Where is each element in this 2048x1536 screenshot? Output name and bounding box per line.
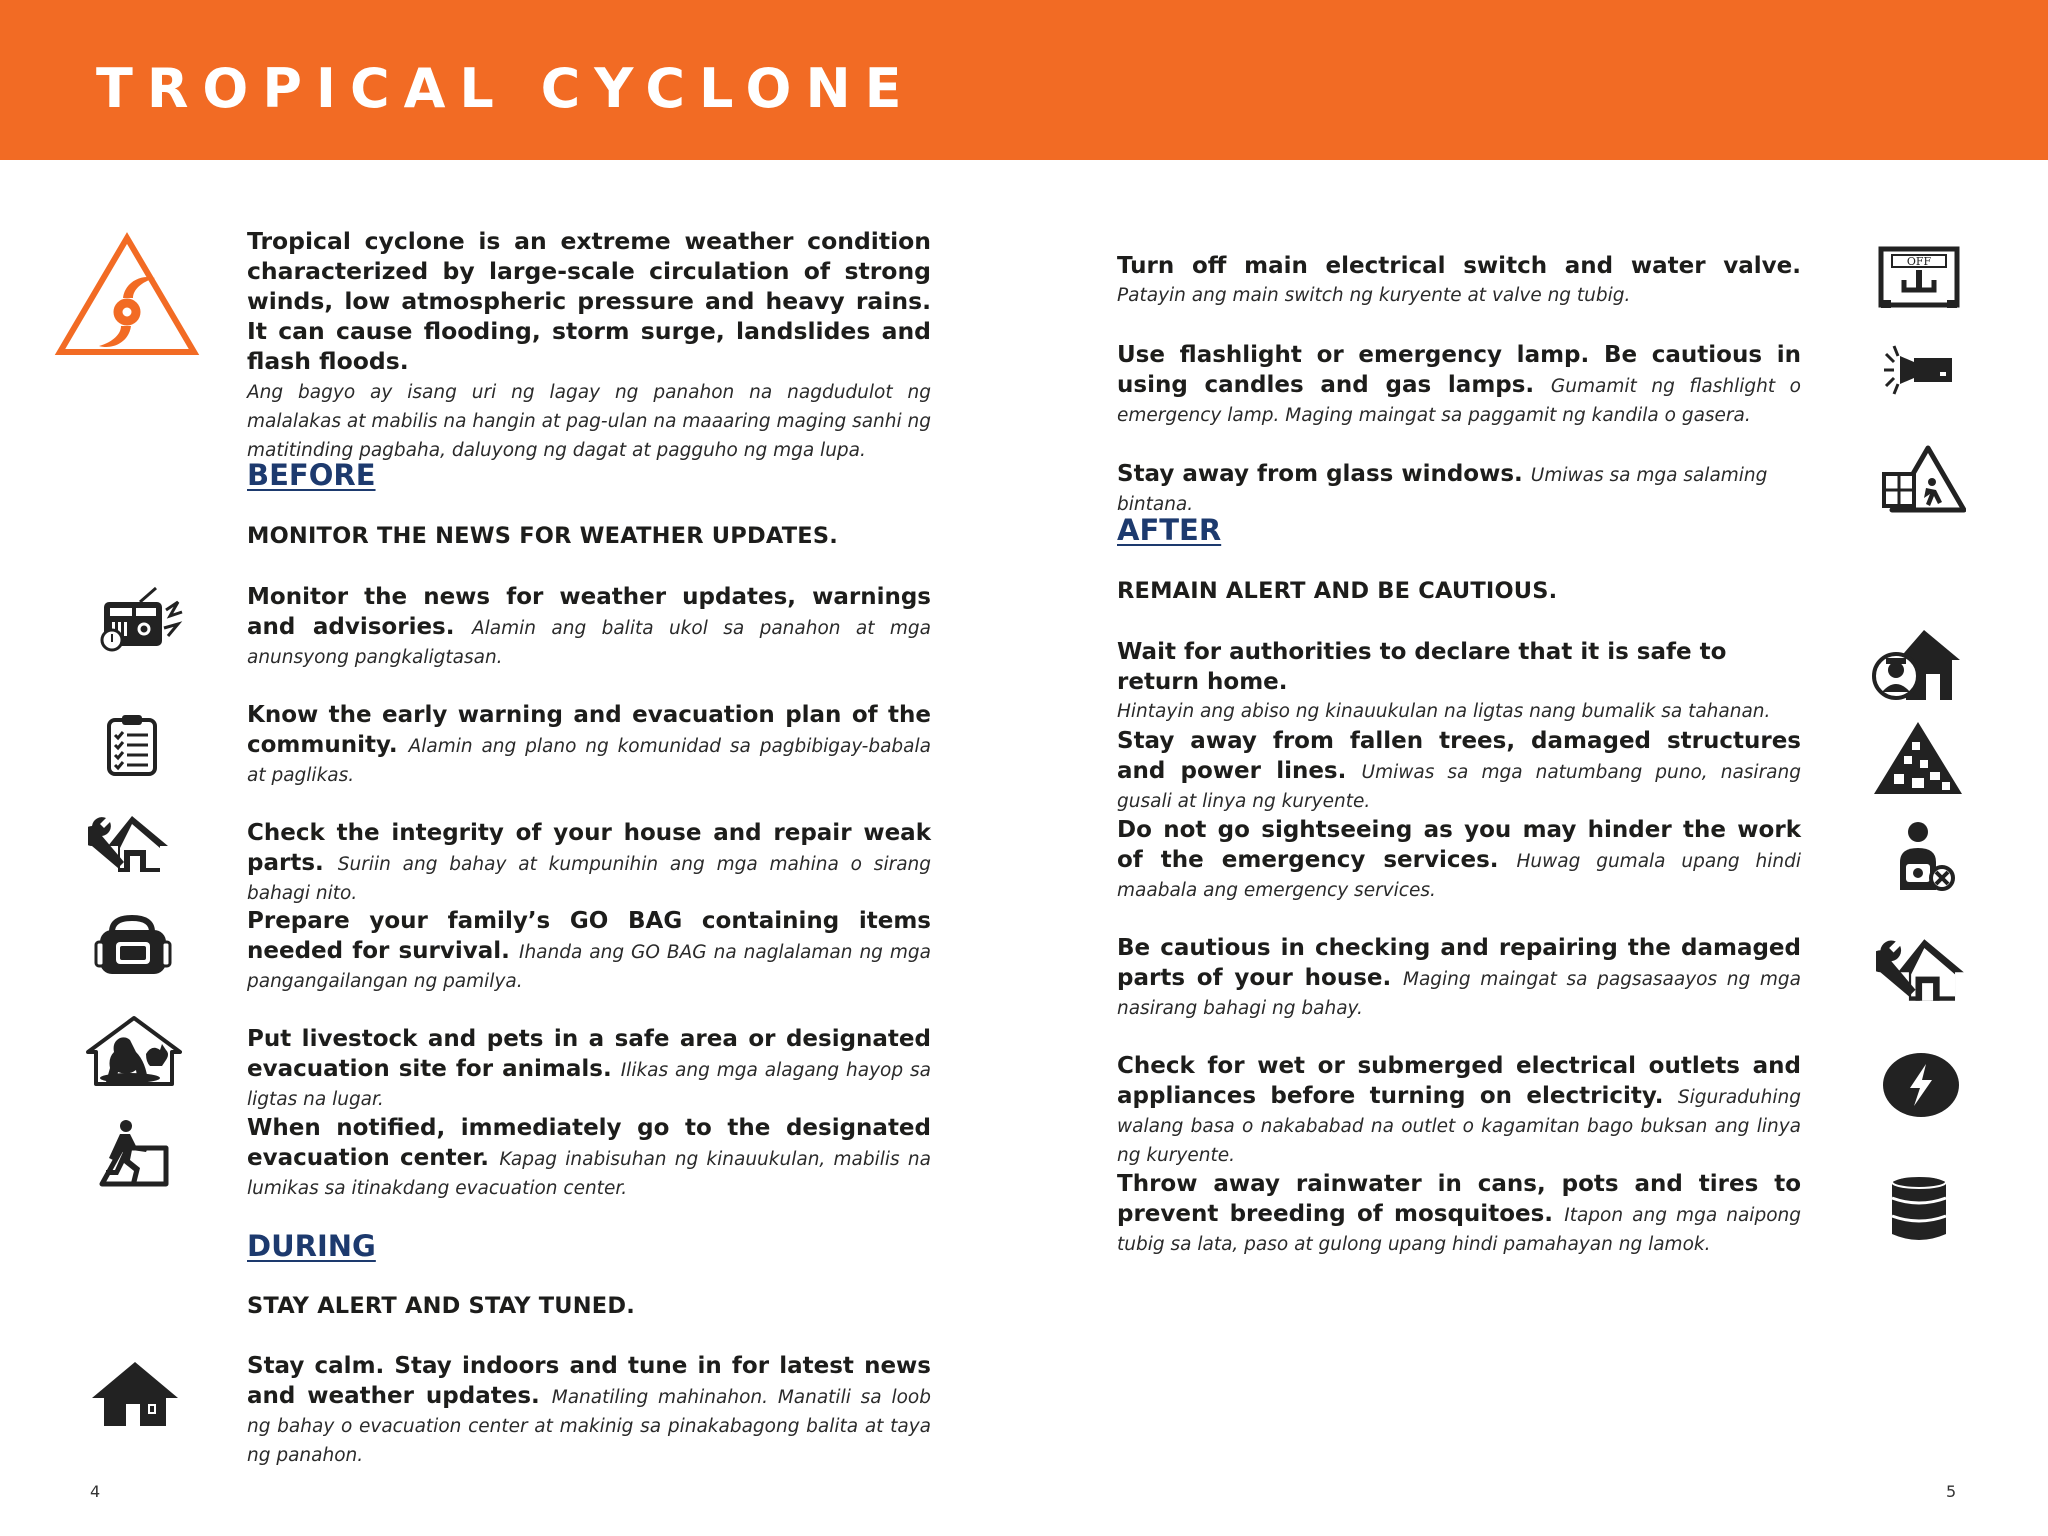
list-item: [1117, 933, 1801, 1023]
authority-home-icon: [1872, 626, 1962, 704]
item-translation: Itapon ang mga naipong tubig sa lata, paso at gulong upang hindi pamahayan ng lamok.: [1117, 1205, 1801, 1255]
item-title: Stay calm. Stay indoors and tune in for latest news and weather updates.: [247, 1353, 931, 1409]
checklist-icon: [104, 712, 160, 776]
item-translation: Huwag gumala upang hindi maabala ang emergency services.: [1117, 851, 1801, 901]
item-title: Check the integrity of your house and repair weak parts.: [247, 820, 931, 876]
electricity-icon: [1880, 1050, 1962, 1120]
item-title: Stay away from fallen trees, damaged structures and power lines.: [1117, 728, 1801, 784]
item-title: Monitor the news for weather updates, warnings and advisories.: [247, 584, 931, 640]
item-translation: Suriin ang bahay at kumpunihin ang mga mahina o sirang bahagi nito.: [247, 854, 931, 904]
item-title: Prepare your family’s GO BAG containing items needed for survival.: [247, 908, 931, 964]
item-translation: Siguraduhing walang basa o nakababad na outlet o kagamitan bago buksan ang linya ng kuryente.: [1117, 1087, 1801, 1166]
item-title: Be cautious in checking and repairing the damaged parts of your house.: [1117, 935, 1801, 991]
list-item: [247, 818, 931, 908]
collapse-hazard-icon: [1872, 720, 1964, 796]
item-translation: Alamin ang plano ng komunidad sa pagbibigay-babala at paglikas.: [247, 736, 931, 786]
no-sightseeing-icon: [1896, 820, 1956, 892]
radio-icon: [100, 584, 184, 654]
item-translation: Manatiling mahinahon. Manatili sa loob ng bahay o evacuation center at makinig sa pinakabagong balita at taya ng panahon.: [247, 1387, 931, 1466]
house-repair-icon: [88, 812, 170, 876]
page-title: TROPICAL CYCLONE: [96, 57, 916, 120]
item-title: Wait for authorities to declare that it is safe to return home.: [1117, 639, 1727, 695]
section-heading-before: BEFORE: [247, 458, 376, 492]
intro-block: [247, 226, 931, 465]
during-subheading: STAY ALERT AND STAY TUNED.: [247, 1293, 635, 1319]
pet-shelter-icon: [86, 1014, 182, 1086]
item-title: Know the early warning and evacuation plan of the community.: [247, 702, 931, 758]
list-item: [247, 1351, 931, 1470]
before-subheading: MONITOR THE NEWS FOR WEATHER UPDATES.: [247, 523, 838, 549]
list-item: [247, 906, 931, 996]
list-item: [1117, 340, 1801, 430]
go-bag-icon: [94, 912, 172, 978]
item-translation: Kapag inabisuhan ng kinauukulan, mabilis na lumikas sa itinakdang evacuation center.: [247, 1149, 931, 1199]
list-item: [1117, 459, 1801, 519]
after-subheading: REMAIN ALERT AND BE CAUTIOUS.: [1117, 578, 1558, 604]
item-title: Stay away from glass windows.: [1117, 461, 1531, 487]
window-hazard-icon: [1880, 444, 1966, 514]
flashlight-icon: [1882, 342, 1954, 398]
evacuation-icon: [92, 1118, 170, 1188]
water-container-icon: [1888, 1172, 1950, 1244]
item-title: Put livestock and pets in a safe area or designated evacuation site for animals.: [247, 1026, 931, 1082]
off-switch-icon: [1878, 246, 1960, 310]
intro-translation: Ang bagyo ay isang uri ng lagay ng panahon na nagdudulot ng malalakas at mabilis na hangin at pag-ulan na maaaring maging sanhi ng matitinding pagbaha, daluyong ng dagat at pagguho ng mga lupa.: [247, 382, 931, 461]
list-item: [1117, 1169, 1801, 1259]
item-title: When notified, immediately go to the designated evacuation center.: [247, 1115, 931, 1171]
list-item: [1117, 251, 1801, 310]
page-number-left: 4: [90, 1482, 101, 1501]
item-title: Use flashlight or emergency lamp. Be cautious in using candles and gas lamps.: [1117, 342, 1801, 398]
section-heading-after: AFTER: [1117, 513, 1222, 547]
item-title: Do not go sightseeing as you may hinder the work of the emergency services.: [1117, 817, 1801, 873]
list-item: [1117, 637, 1801, 726]
page-number-right: 5: [1946, 1482, 1957, 1501]
list-item: [1117, 1051, 1801, 1170]
item-translation: Maging maingat sa pagsasaayos ng mga nasirang bahagi ng bahay.: [1117, 969, 1801, 1019]
item-title: Check for wet or submerged electrical outlets and appliances before turning on electricity.: [1117, 1053, 1801, 1109]
page-header: [0, 0, 2048, 160]
intro-text: Tropical cyclone is an extreme weather condition characterized by large-scale circulation of strong winds, low atmospheric pressure and heavy rains. It can cause flooding, storm surge, landslides and flash floods.: [247, 227, 931, 375]
cyclone-warning-icon: [54, 230, 200, 358]
section-heading-during: DURING: [247, 1229, 376, 1263]
house-repair-icon: [1876, 934, 1966, 1006]
item-translation: Ihanda ang GO BAG na naglalaman ng mga pangangailangan ng pamilya.: [247, 942, 931, 992]
item-translation: Umiwas sa mga natumbang puno, nasirang gusali at linya ng kuryente.: [1117, 762, 1801, 812]
list-item: [247, 700, 931, 790]
svg-text:OFF: OFF: [1906, 255, 1932, 268]
item-title: Throw away rainwater in cans, pots and tires to prevent breeding of mosquitoes.: [1117, 1171, 1801, 1227]
item-translation: Ilikas ang mga alagang hayop sa ligtas na lugar.: [247, 1060, 931, 1110]
item-translation: Umiwas sa mga salaming bintana.: [1117, 465, 1768, 515]
list-item: [1117, 815, 1801, 905]
list-item: [247, 1113, 931, 1203]
item-translation: Patayin ang main switch ng kuryente at valve ng tubig.: [1117, 285, 1631, 306]
item-translation: Hintayin ang abiso ng kinauukulan na ligtas nang bumalik sa tahanan.: [1117, 701, 1771, 722]
house-icon: [90, 1360, 180, 1428]
item-translation: Alamin ang balita ukol sa panahon at mga anunsyong pangkaligtasan.: [247, 618, 931, 668]
list-item: [1117, 726, 1801, 816]
list-item: [247, 582, 931, 672]
list-item: [247, 1024, 931, 1114]
item-translation: Gumamit ng flashlight o emergency lamp. Maging maingat sa paggamit ng kandila o gasera.: [1117, 376, 1801, 426]
item-title: Turn off main electrical switch and water valve.: [1117, 253, 1801, 279]
